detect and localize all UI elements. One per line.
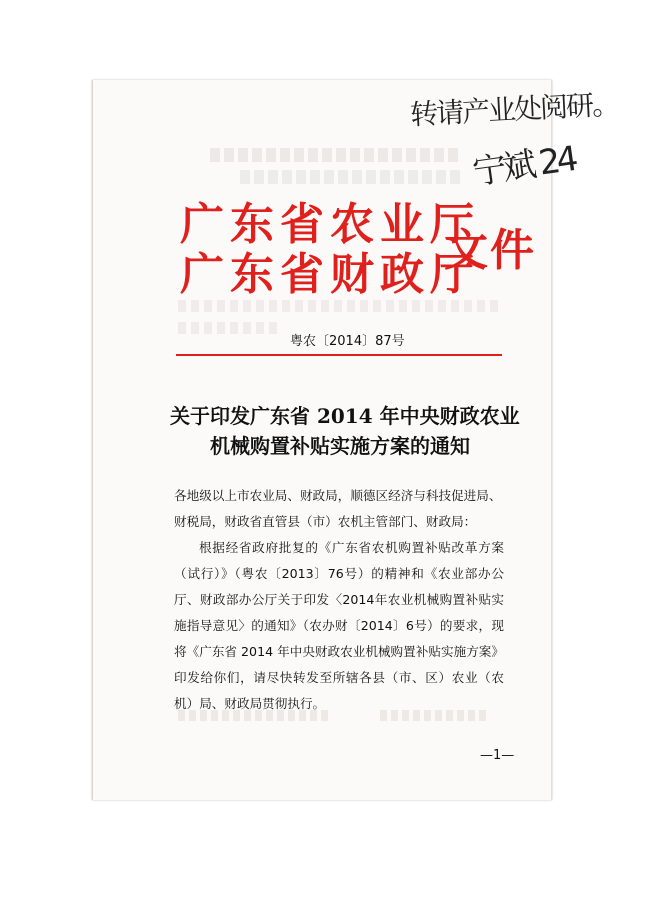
body-paragraph: 根据经省政府批复的《广东省农机购置补贴改革方案（试行）》（粤农〔2013〕76号）的精神和《农业部办公厅、财政部办公厅关于印发〈2014年农业机械购置补贴实施指导意见〉的通知》（农办财〔2014〕6号）的要求，现将《广东省 2014 年中央财政农业机械购置补贴实施方案》印发给你们，请尽快转发至所辖各县（市、区）农业（农机）局、财政局贯彻执行。 — [174, 540, 504, 711]
handwritten-note-line2: 宁斌 24 — [470, 139, 577, 193]
issuing-agency-2: 广东省财政厅 — [180, 249, 480, 300]
recipients: 各地级以上市农业局、财政局，顺德区经济与科技促进局、财税局，财政省直管县（市）农机主管部门、财政局： — [174, 488, 502, 529]
notice-title-line2: 机械购置补贴实施方案的通知 — [210, 434, 470, 458]
show-through-texture — [178, 322, 278, 334]
notice-title-line1: 关于印发广东省 2014 年中央财政农业 — [170, 404, 520, 428]
issuing-agency-1: 广东省农业厅 — [180, 199, 480, 250]
document-type-label: 文件 — [444, 225, 536, 276]
show-through-texture — [210, 148, 460, 162]
red-divider-line — [176, 354, 502, 356]
page-number: —1— — [480, 748, 515, 763]
handwritten-note-line1: 转请产业处阅研。 — [409, 87, 619, 132]
show-through-texture — [240, 170, 460, 184]
document-number: 粤农〔2014〕87号 — [290, 334, 405, 349]
